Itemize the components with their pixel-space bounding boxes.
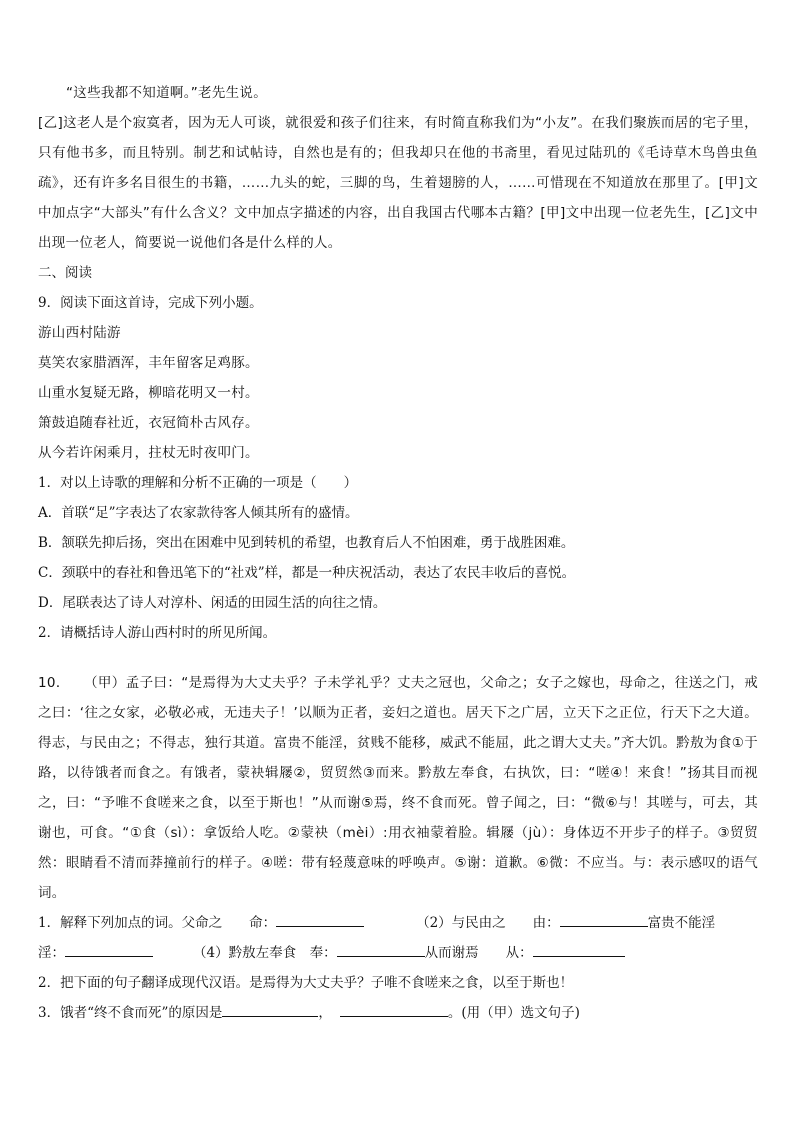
q10-1-item2: （2）与民由之 由： bbox=[416, 915, 560, 931]
q10-3-middle: ， bbox=[318, 1005, 332, 1021]
q10-1-item5: 从而谢焉 从： bbox=[424, 945, 533, 961]
question-9-1: 1．对以上诗歌的理解和分析不正确的一项是（ ） bbox=[38, 475, 358, 491]
spacer bbox=[38, 648, 758, 668]
yi-passage bbox=[38, 108, 758, 258]
q10-1-label: 1．解释下列加点的词。父命之 命： bbox=[38, 915, 277, 931]
question-10-3 bbox=[38, 998, 758, 1028]
poem-line: 莫笑农家腊酒浑，丰年留客足鸡豚。 bbox=[38, 355, 259, 371]
q10-1-item4: （4）黔敖左奉食 奉： bbox=[193, 945, 337, 961]
option-c: C．颈联中的春社和鲁迅笔下的“社戏”样，都是一种庆祝活动，表达了农民丰收后的喜悦。 bbox=[38, 565, 576, 581]
exam-page bbox=[38, 78, 758, 1028]
answer-blank-6[interactable] bbox=[222, 1002, 318, 1017]
poem-line: 箫鼓追随春社近，衣冠简朴古风存。 bbox=[38, 415, 259, 431]
question-9-2: 2．请概括诗人游山西村时的所见所闻。 bbox=[38, 625, 277, 641]
question-10-1-cont bbox=[38, 938, 758, 968]
question-10-1 bbox=[38, 908, 758, 938]
yi-passage-text: [乙]这老人是个寂寞者，因为无人可谈，就很爱和孩子们往来，有时简直称我们为“小友”。在我们聚族而居的宅子里，只有他书多，而且特别。制艺和试帖诗，自然也是有的；但我却只在他的书斋里，看见过陆玑的《毛诗草木鸟兽虫鱼疏》，还有许多名目很生的书籍，……九头的蛇，三脚的鸟，生着翅膀的人，……可惜现在不知道放在那里了。 bbox=[38, 115, 758, 191]
quote-line: “这些我都不知道啊。”老先生说。 bbox=[66, 85, 268, 101]
intro-question: [甲]文中加点字“大部头”有什么含义？文中加点字描述的内容，出自我国古代哪本古籍？[甲]文中出现一位老先生，[乙]文中出现一位老人，简要说一说他们各是什么样的人。 bbox=[38, 175, 759, 251]
poem-title: 游山西村陆游 bbox=[38, 325, 121, 341]
option-a: A．首联“足”字表达了农家款待客人倾其所有的盛情。 bbox=[38, 505, 359, 521]
q10-3-after: 。(用（甲）选文句子) bbox=[447, 1005, 580, 1021]
answer-blank-7[interactable] bbox=[340, 1002, 448, 1017]
passage-notes: “①食（sì）：拿饭给人吃。②蒙袂（mèi）:用衣袖蒙着脸。辑屦（jù）：身体迈不开步子的样子。③贸贸然：眼睛看不清而莽撞前行的样子。④嗟：带有轻蔑意味的呼唤声。⑤谢：道歉。⑥微：不应当。与：表示感叹的语气词。 bbox=[38, 825, 758, 901]
question-10-2: 2．把下面的句子翻译成现代汉语。是焉得为大丈夫乎？子唯不食嗟来之食，以至于斯也！ bbox=[38, 975, 574, 991]
question-10-passage bbox=[38, 668, 758, 908]
poem-line: 山重水复疑无路，柳暗花明又一村。 bbox=[38, 385, 259, 401]
option-d: D．尾联表达了诗人对淳朴、闲适的田园生活的向往之情。 bbox=[38, 595, 387, 611]
answer-blank-1[interactable] bbox=[276, 912, 364, 927]
answer-blank-3[interactable] bbox=[65, 942, 153, 957]
answer-blank-5[interactable] bbox=[533, 942, 625, 957]
section-heading: 二、阅读 bbox=[38, 265, 92, 281]
q10-1-item3: 淫： bbox=[38, 945, 65, 961]
question-9-title: 9．阅读下面这首诗，完成下列小题。 bbox=[38, 295, 263, 311]
q10-3-before: 3．饿者“终不食而死”的原因是 bbox=[38, 1005, 223, 1021]
answer-blank-4[interactable] bbox=[337, 942, 425, 957]
q10-1-item3-tail: 富贵不能淫 bbox=[647, 915, 716, 931]
answer-blank-2[interactable] bbox=[560, 912, 648, 927]
passage-text: 10． （甲）孟子曰：“是焉得为大丈夫乎？子未学礼乎？丈夫之冠也，父命之；女子之嫁也，母命之，往送之门，戒之曰：‘往之女家，必敬必戒，无违夫子！’以顺为正者，妾妇之道也。居天下之广居，立天下之正位，行天下之大道。得志，与民由之；不得志，独行其道。富贵不能淫，贫贱不能移，威武不能屈，此之谓大丈夫。”齐大饥。黔敖为食①于路，以待饿者而食之。有饿者，蒙袂辑屦②，贸贸然③而来。黔敖左奉食，右执饮，曰：“嗟④！来食！”扬其目而视之，曰：“予唯不食嗟来之食，以至于斯也！”从而谢⑤焉，终不食而死。曾子闻之，曰：“微⑥与！其嗟与，可去，其谢也，可食。 bbox=[38, 675, 758, 841]
poem-line: 从今若许闲乘月，拄杖无时夜叩门。 bbox=[38, 445, 259, 461]
option-b: B．颔联先抑后扬，突出在困难中见到转机的希望，也教育后人不怕困难，勇于战胜困难。 bbox=[38, 535, 575, 551]
